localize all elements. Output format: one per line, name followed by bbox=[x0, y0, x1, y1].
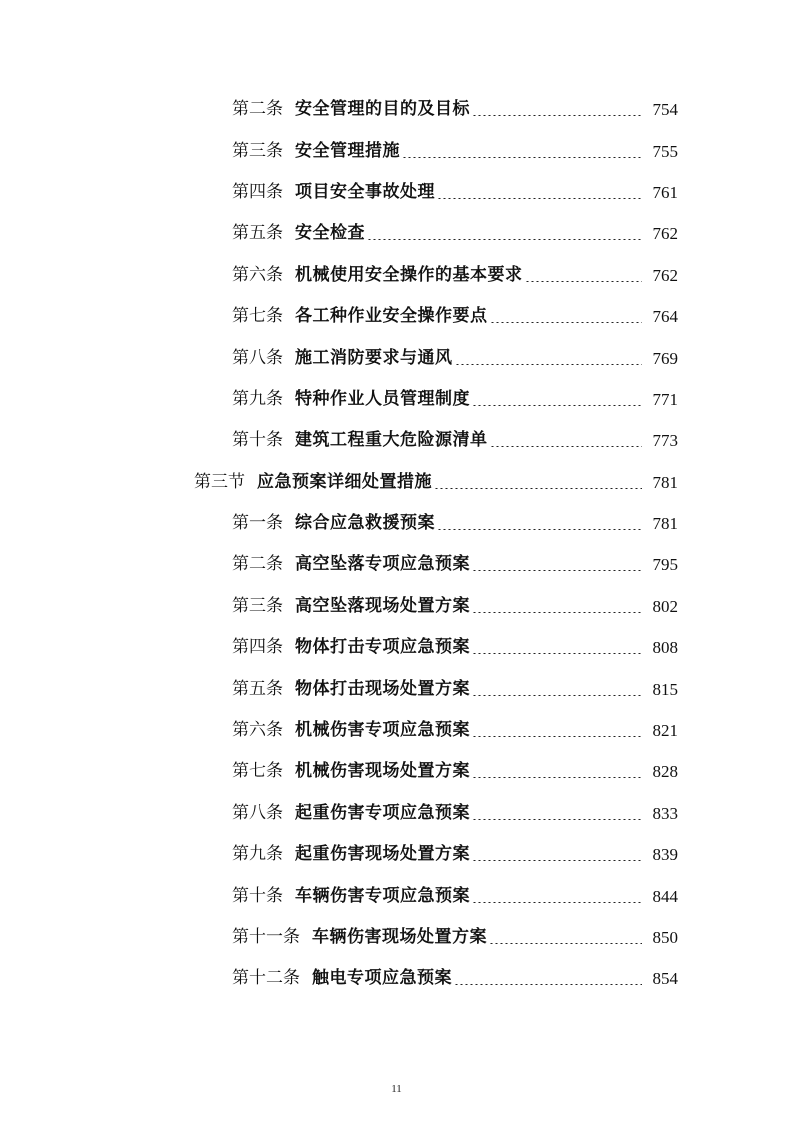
dot-leader bbox=[437, 198, 642, 199]
toc-entry[interactable] bbox=[0, 793, 793, 834]
toc-entry[interactable] bbox=[0, 379, 793, 420]
toc-entry-number: 第七条 bbox=[232, 761, 283, 782]
toc-entry-page: 781 bbox=[652, 514, 678, 534]
toc-entry-page: 762 bbox=[652, 224, 678, 244]
toc-entry-number: 第七条 bbox=[232, 306, 283, 327]
toc-entry[interactable] bbox=[0, 337, 793, 378]
toc-entry-page: 850 bbox=[652, 928, 678, 947]
toc-entry-title: 安全管理的目的及目标 bbox=[295, 99, 470, 120]
toc-entry-number: 第六条 bbox=[232, 720, 283, 741]
toc-entry-number: 第十一条 bbox=[232, 927, 300, 947]
toc-entry-title: 项目安全事故处理 bbox=[295, 181, 435, 202]
toc-entry[interactable] bbox=[0, 751, 793, 792]
toc-entry-title: 安全检查 bbox=[295, 223, 365, 244]
toc-entry-title: 机械伤害专项应急预案 bbox=[295, 720, 470, 741]
dot-leader bbox=[489, 943, 642, 944]
toc-entry-page: 773 bbox=[652, 431, 678, 451]
toc-entry-page: 771 bbox=[652, 389, 678, 409]
toc-entry-page: 839 bbox=[652, 845, 678, 865]
toc-entry-number: 第一条 bbox=[232, 513, 283, 534]
toc-entry-number: 第五条 bbox=[232, 223, 283, 244]
toc-entry[interactable] bbox=[0, 668, 793, 709]
toc-entry-page: 781 bbox=[652, 472, 678, 492]
toc-entry-title: 车辆伤害专项应急预案 bbox=[295, 885, 470, 906]
toc-entry-title: 车辆伤害现场处置方案 bbox=[312, 927, 487, 947]
dot-leader bbox=[472, 570, 642, 571]
toc-entry-title: 综合应急救援预案 bbox=[295, 513, 435, 534]
toc-entry-number: 第四条 bbox=[232, 181, 283, 202]
toc-entry-title: 特种作业人员管理制度 bbox=[295, 388, 470, 409]
toc-entry-title: 起重伤害现场处置方案 bbox=[295, 844, 470, 865]
toc-entry-title: 施工消防要求与通风 bbox=[295, 347, 453, 368]
dot-leader bbox=[472, 405, 642, 406]
toc-entry-number: 第三节 bbox=[194, 471, 245, 492]
toc-entry-title: 物体打击现场处置方案 bbox=[295, 678, 470, 699]
toc-entry[interactable] bbox=[0, 172, 793, 213]
toc-entry-page: 754 bbox=[652, 100, 678, 120]
toc-entry[interactable] bbox=[0, 89, 793, 130]
toc-entry-page: 755 bbox=[652, 141, 678, 161]
toc-entry[interactable] bbox=[0, 420, 793, 461]
toc-entry[interactable] bbox=[0, 544, 793, 585]
toc-entry-title: 建筑工程重大危险源清单 bbox=[295, 430, 488, 451]
toc-entry-page: 769 bbox=[652, 348, 678, 368]
toc-entry-number: 第四条 bbox=[232, 637, 283, 658]
dot-leader bbox=[490, 446, 643, 447]
dot-leader bbox=[472, 736, 642, 737]
toc-entry-page: 828 bbox=[652, 762, 678, 782]
dot-leader bbox=[402, 157, 642, 158]
toc-entry-page: 821 bbox=[652, 721, 678, 741]
dot-leader bbox=[472, 819, 642, 820]
dot-leader bbox=[472, 653, 642, 654]
toc-entry-number: 第五条 bbox=[232, 678, 283, 699]
toc-entry[interactable] bbox=[0, 586, 793, 627]
dot-leader bbox=[472, 695, 642, 696]
toc-entry-page: 815 bbox=[652, 679, 678, 699]
dot-leader bbox=[525, 281, 643, 282]
toc-entry-title: 起重伤害专项应急预案 bbox=[295, 802, 470, 823]
toc-entry-page: 764 bbox=[652, 307, 678, 327]
toc-entry-title: 触电专项应急预案 bbox=[312, 968, 452, 989]
toc-entry-title: 安全管理措施 bbox=[295, 140, 400, 161]
dot-leader bbox=[490, 322, 643, 323]
toc-entry[interactable] bbox=[0, 710, 793, 751]
table-of-contents bbox=[0, 89, 793, 1000]
toc-entry-number: 第二条 bbox=[232, 99, 283, 120]
toc-entry-title: 应急预案详细处置措施 bbox=[257, 471, 432, 492]
dot-leader bbox=[454, 984, 642, 985]
dot-leader bbox=[472, 777, 642, 778]
toc-entry-title: 高空坠落专项应急预案 bbox=[295, 554, 470, 575]
toc-entry[interactable] bbox=[0, 627, 793, 668]
dot-leader bbox=[472, 902, 642, 903]
toc-entry[interactable] bbox=[0, 462, 793, 503]
toc-entry-title: 机械伤害现场处置方案 bbox=[295, 761, 470, 782]
toc-entry-number: 第六条 bbox=[232, 264, 283, 285]
dot-leader bbox=[472, 612, 642, 613]
toc-entry-title: 各工种作业安全操作要点 bbox=[295, 306, 488, 327]
toc-entry-number: 第二条 bbox=[232, 554, 283, 575]
toc-entry-page: 854 bbox=[652, 969, 678, 989]
toc-entry-number: 第十条 bbox=[232, 885, 283, 906]
toc-entry[interactable] bbox=[0, 875, 793, 916]
toc-entry-number: 第八条 bbox=[232, 802, 283, 823]
toc-entry-page: 844 bbox=[652, 886, 678, 906]
toc-entry-page: 833 bbox=[652, 803, 678, 823]
toc-entry-number: 第十二条 bbox=[232, 968, 300, 989]
toc-entry[interactable] bbox=[0, 130, 793, 171]
dot-leader bbox=[437, 529, 642, 530]
toc-entry-page: 795 bbox=[652, 555, 678, 575]
toc-entry-number: 第三条 bbox=[232, 140, 283, 161]
page-number: 11 bbox=[391, 1083, 402, 1095]
toc-entry[interactable] bbox=[0, 255, 793, 296]
toc-entry-number: 第九条 bbox=[232, 388, 283, 409]
toc-entry-page: 762 bbox=[652, 265, 678, 285]
toc-entry-title: 机械使用安全操作的基本要求 bbox=[295, 264, 523, 285]
dot-leader bbox=[472, 860, 642, 861]
toc-entry[interactable] bbox=[0, 958, 793, 999]
dot-leader bbox=[455, 364, 643, 365]
toc-entry-number: 第九条 bbox=[232, 844, 283, 865]
toc-entry[interactable] bbox=[0, 834, 793, 875]
toc-entry[interactable] bbox=[0, 917, 793, 958]
toc-entry[interactable] bbox=[0, 503, 793, 544]
toc-entry-number: 第十条 bbox=[232, 430, 283, 451]
toc-entry-page: 761 bbox=[652, 182, 678, 202]
toc-entry-number: 第三条 bbox=[232, 595, 283, 616]
toc-entry[interactable] bbox=[0, 213, 793, 254]
toc-entry-page: 808 bbox=[652, 638, 678, 658]
toc-entry-title: 高空坠落现场处置方案 bbox=[295, 595, 470, 616]
dot-leader bbox=[434, 488, 642, 489]
dot-leader bbox=[472, 115, 642, 116]
dot-leader bbox=[367, 239, 642, 240]
toc-entry[interactable] bbox=[0, 296, 793, 337]
toc-entry-title: 物体打击专项应急预案 bbox=[295, 637, 470, 658]
toc-entry-page: 802 bbox=[652, 596, 678, 616]
toc-entry-number: 第八条 bbox=[232, 347, 283, 368]
